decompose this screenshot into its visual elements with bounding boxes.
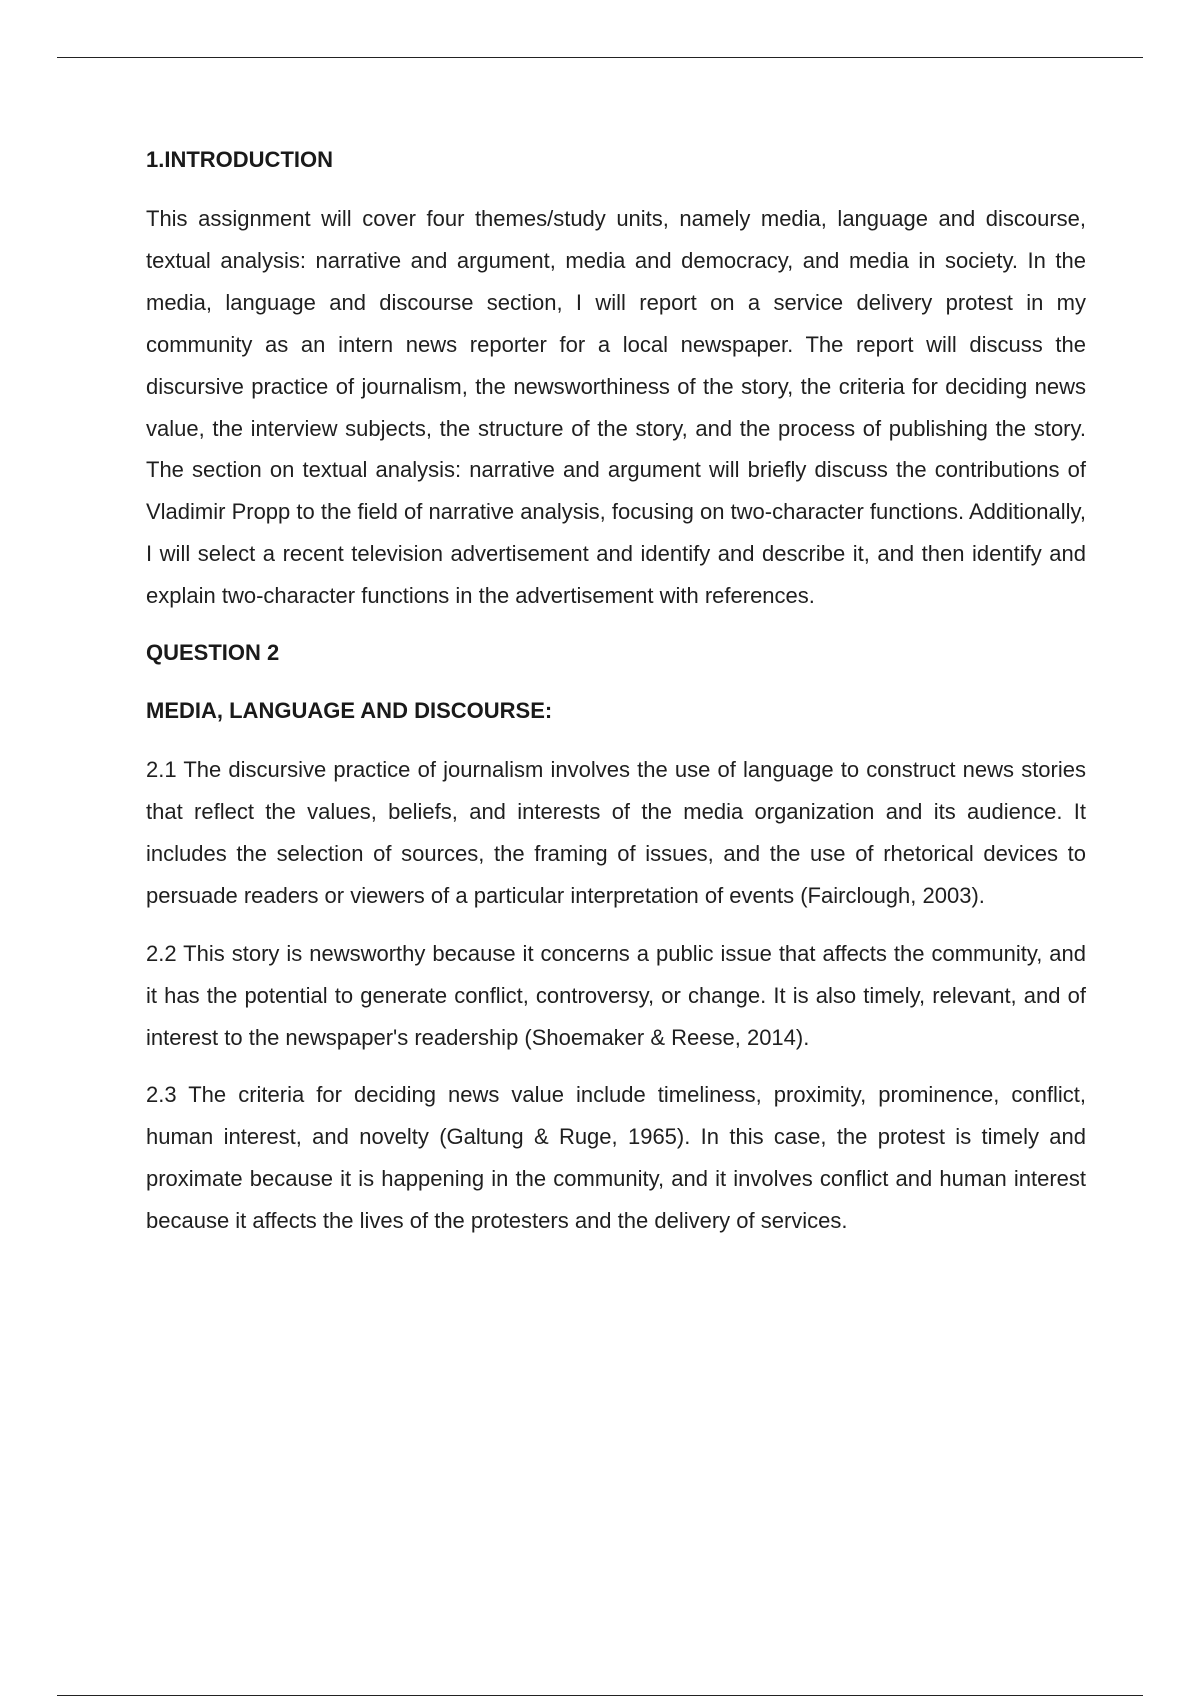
question-2-heading: QUESTION 2	[146, 640, 280, 666]
introduction-paragraph: This assignment will cover four themes/study units, namely media, language and discourse, textual analysis: narrative and argument, media and democracy, and media in society. In the media, language and discourse section, I will report on a service delivery protest in my community as an intern news reporter for a local newspaper. The report will discuss the discursive practice of journalism, the newsworthiness of the story, the criteria for deciding news value, the interview subjects, the structure of the story, and the process of publishing the story. The section on textual analysis: narrative and argument will briefly discuss the contributions of Vladimir Propp to the field of narrative analysis, focusing on two-character functions. Additionally, I will select a recent television advertisement and identify and describe it, and then identify and explain two-character functions in the advertisement with references.	[146, 206, 1086, 609]
paragraph-2-2: 2.2 This story is newsworthy because it concerns a public issue that affects the community, and it has the potential to generate conflict, controversy, or change. It is also timely, relevant, and of interest to the newspaper's readership (Shoemaker & Reese, 2014).	[146, 940, 1086, 1050]
top-divider	[57, 57, 1143, 58]
paragraph-2-3: 2.3 The criteria for deciding news value include timeliness, proximity, prominence, conflict, human interest, and novelty (Galtung & Ruge, 1965). In this case, the protest is timely and proximate because it is happening in the community, and it involves conflict and human interest because it affects the lives of the protesters and the delivery of services.	[146, 1082, 1086, 1234]
media-language-discourse-heading: MEDIA, LANGUAGE AND DISCOURSE:	[146, 698, 553, 724]
bottom-divider	[57, 1695, 1143, 1696]
introduction-heading: 1.INTRODUCTION	[146, 147, 333, 172]
paragraph-2-1: 2.1 The discursive practice of journalism involves the use of language to construct news stories that reflect the values, beliefs, and interests of the media organization and its audience. It includes the selection of sources, the framing of issues, and the use of rhetorical devices to persuade readers or viewers of a particular interpretation of events (Fairclough, 2003).	[146, 757, 1086, 908]
document-body	[146, 140, 1086, 1258]
